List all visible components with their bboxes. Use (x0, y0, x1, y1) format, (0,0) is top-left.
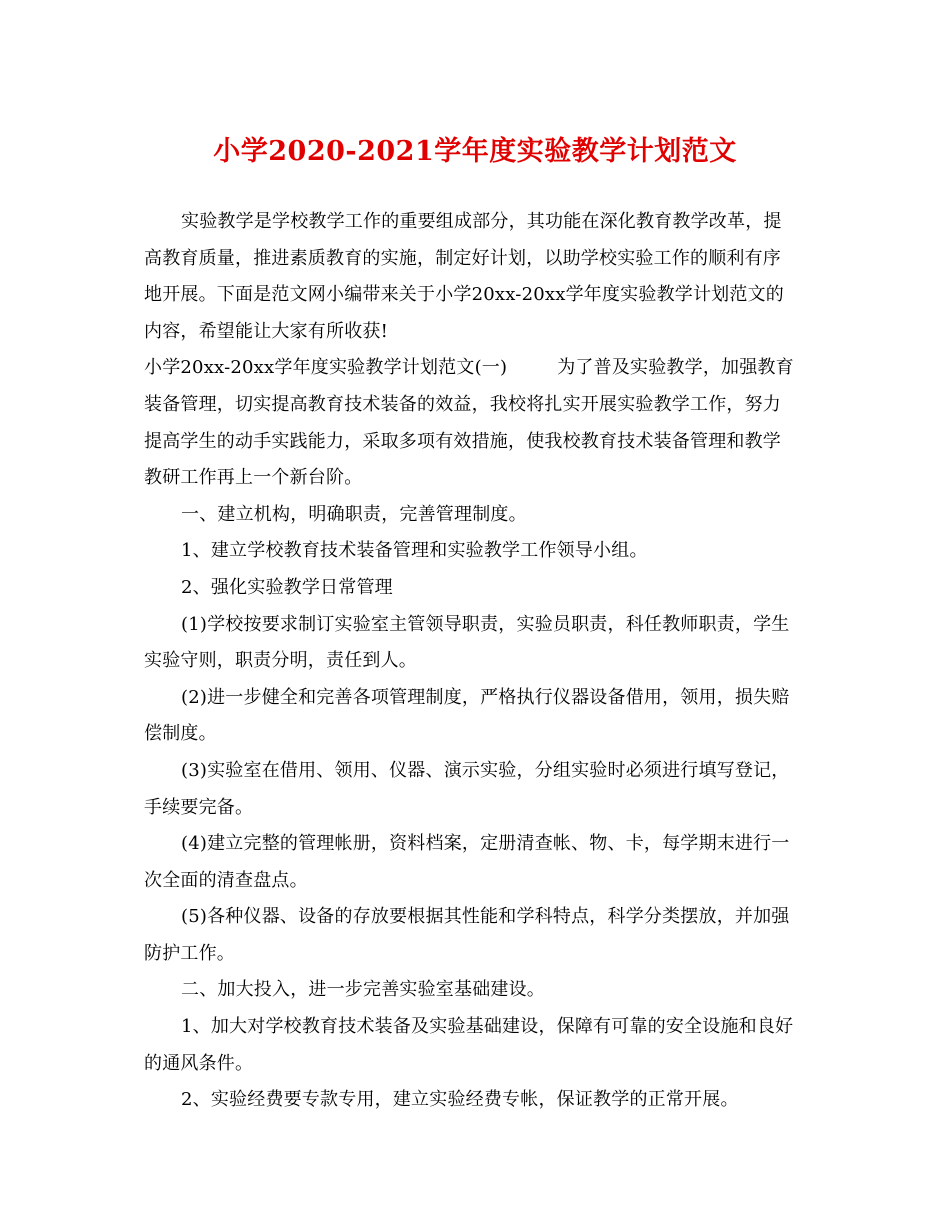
text-line (144, 972, 806, 1009)
text-line (144, 460, 806, 497)
text-line (144, 204, 806, 241)
text-line (144, 863, 806, 900)
text-line-content: 2、强化实验教学日常管理 (181, 576, 393, 598)
document-title: 小学2020-2021学年度实验教学计划范文 (213, 136, 737, 167)
text-line (144, 350, 806, 387)
text-line (144, 533, 806, 570)
text-line-content: 偿制度。 (144, 723, 217, 745)
text-line-content: 一、建立机构，明确职责，完善管理制度。 (181, 503, 527, 525)
text-line-content: (2)进一步健全和完善各项管理制度，严格执行仪器设备借用，领用，损失赔 (181, 686, 790, 708)
text-line (144, 1009, 806, 1046)
text-line-content: 的通风条件。 (144, 1052, 254, 1074)
text-line (144, 1046, 806, 1083)
text-line (144, 936, 806, 973)
text-line (144, 680, 806, 717)
text-line-content: 二、加大投入，进一步完善实验室基础建设。 (181, 979, 545, 1001)
text-line-content: 教研工作再上一个新台阶。 (144, 467, 363, 489)
text-line (144, 277, 806, 314)
text-line-content: 1、建立学校教育技术装备管理和实验教学工作领导小组。 (181, 540, 648, 562)
text-line-content: 地开展。下面是范文网小编带来关于小学20xx-20xx学年度实验教学计划范文的 (144, 284, 784, 306)
text-line (144, 241, 806, 278)
text-line (144, 826, 806, 863)
text-line-content: 装备管理，切实提高教育技术装备的效益，我校将扎实开展实验教学工作，努力 (144, 393, 781, 415)
text-line-content: (1)学校按要求制订实验室主管领导职责，实验员职责，科任教师职责，学生 (181, 613, 790, 635)
document-body (144, 204, 806, 1119)
text-line (144, 424, 806, 461)
text-line-content: (4)建立完整的管理帐册，资料档案，定册清查帐、物、卡，每学期末进行一 (181, 833, 790, 855)
text-line (144, 607, 806, 644)
text-line-content: 实验守则，职责分明，责任到人。 (144, 650, 417, 672)
text-line-content: 实验教学是学校教学工作的重要组成部分，其功能在深化教育教学改革，提 (181, 211, 782, 232)
text-line-content: 内容，希望能让大家有所收获! (144, 320, 389, 342)
text-line (144, 790, 806, 827)
text-line-content: 1、加大对学校教育技术装备及实验基础建设，保障有可靠的安全设施和良好 (181, 1016, 794, 1038)
text-line-content: 提高学生的动手实践能力，采取多项有效措施，使我校教育技术装备管理和教学 (144, 430, 781, 452)
text-line (144, 753, 806, 790)
text-line (144, 1082, 806, 1119)
text-line-content: 高教育质量，推进素质教育的实施，制定好计划，以助学校实验工作的顺利有序 (144, 247, 781, 269)
text-line-content: (3)实验室在借用、领用、仪器、演示实验，分组实验时必须进行填写登记， (181, 759, 790, 781)
text-line (144, 716, 806, 753)
text-line-content: 防护工作。 (144, 942, 235, 964)
text-line-content: 小学20xx-20xx学年度实验教学计划范文(一) (144, 357, 508, 379)
text-line (144, 314, 806, 351)
text-line (144, 643, 806, 680)
text-line-content: 2、实验经费要专款专用，建立实验经费专帐，保证教学的正常开展。 (181, 1089, 739, 1111)
text-line (144, 387, 806, 424)
text-line (144, 899, 806, 936)
text-line (144, 570, 806, 607)
text-line-continuation: 为了普及实验教学，加强教育 (557, 357, 794, 379)
text-line-content: 手续要完备。 (144, 796, 254, 818)
text-line-content: (5)各种仪器、设备的存放要根据其性能和学科特点，科学分类摆放，并加强 (181, 906, 790, 928)
text-line (144, 497, 806, 534)
text-line-content: 次全面的清查盘点。 (144, 869, 308, 891)
